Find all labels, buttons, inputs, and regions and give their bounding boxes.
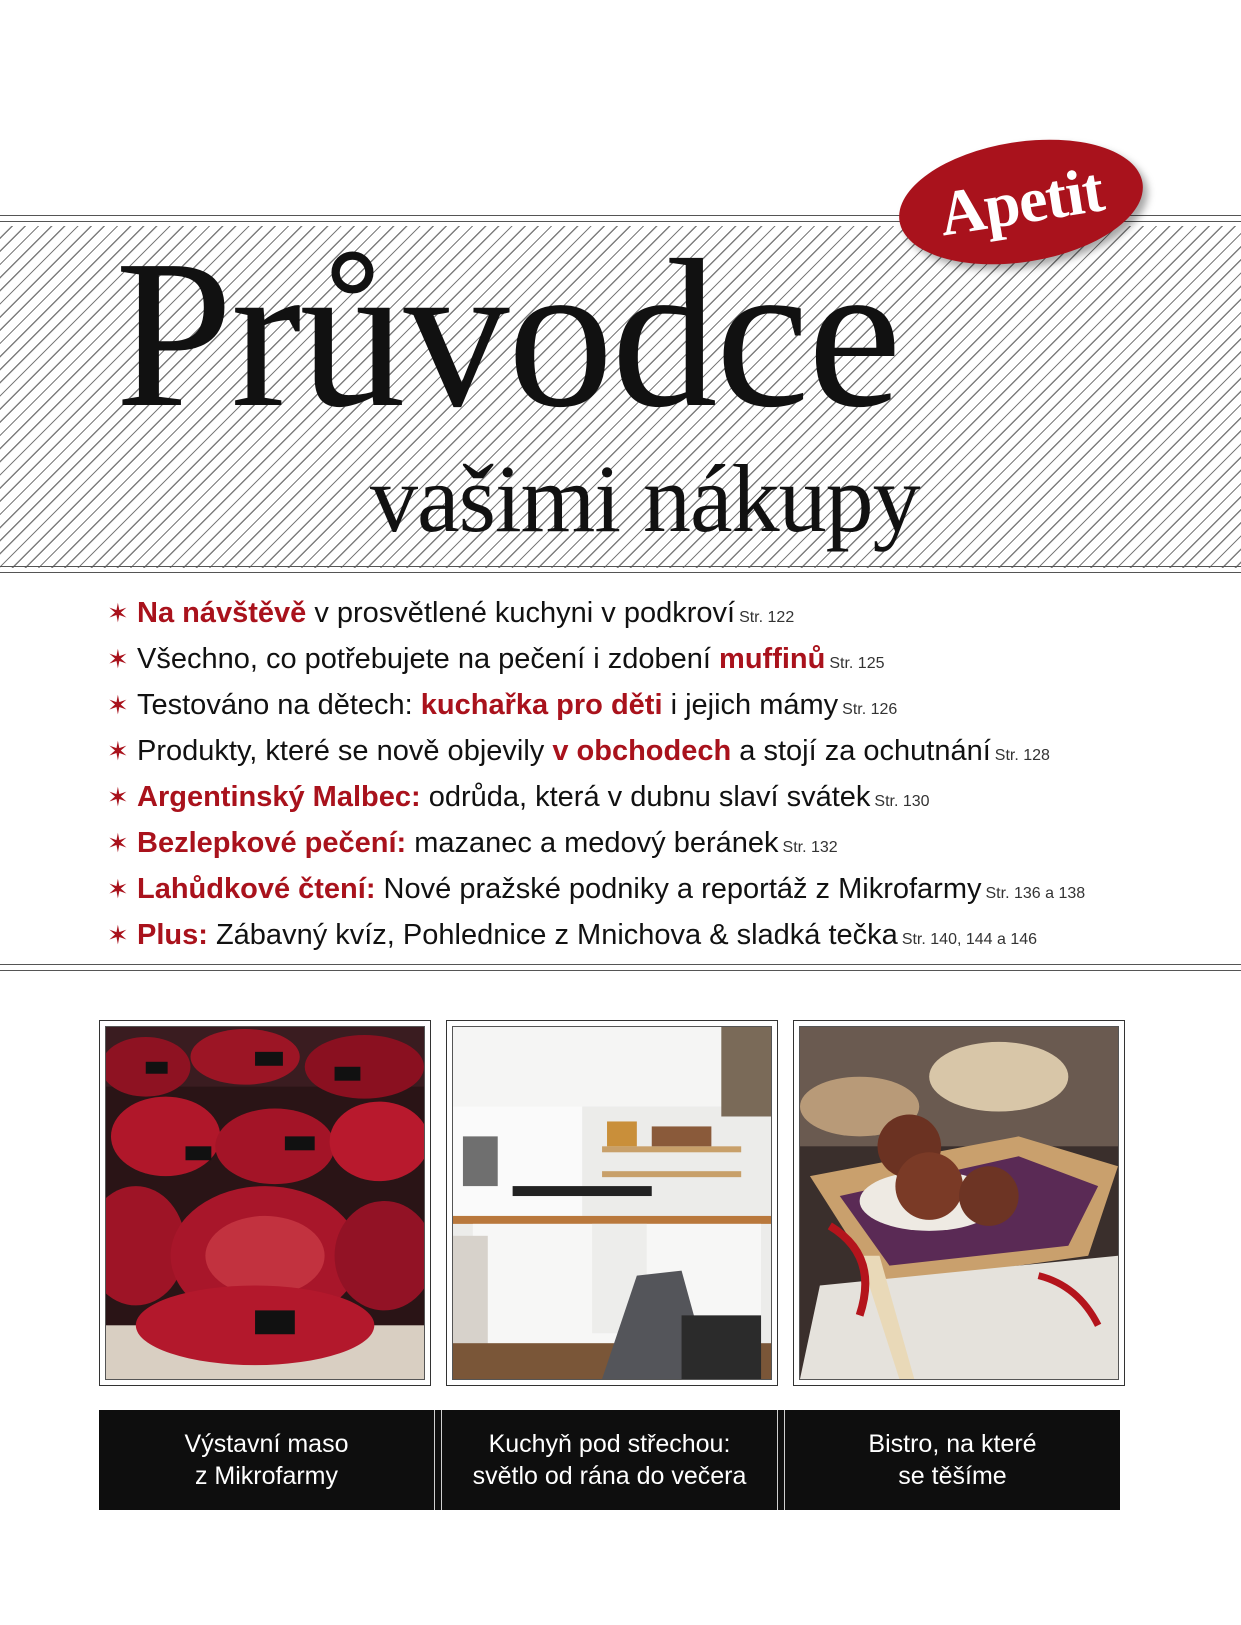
toc-highlight: muffinů (719, 643, 826, 675)
toc-highlight: kuchařka pro děti (420, 689, 663, 721)
star-icon: ✶ (107, 782, 129, 812)
toc-page-ref: Str. 122 (739, 609, 795, 626)
toc-page-ref: Str. 140, 144 a 146 (901, 931, 1038, 948)
toc-page-ref: Str. 132 (782, 839, 838, 856)
meat-image (106, 1027, 424, 1379)
star-icon: ✶ (107, 644, 129, 674)
star-icon: ✶ (107, 828, 129, 858)
page-title: Průvodce (115, 216, 900, 451)
toc-page-ref: Str. 130 (874, 793, 930, 810)
toc-highlight: v obchodech (552, 735, 732, 767)
caption-meat: Výstavní maso z Mikrofarmy (184, 1430, 349, 1490)
caption-bistro: Bistro, na které se těšíme (868, 1430, 1037, 1490)
header-rule-bottom-inner (0, 572, 1241, 573)
caption-divider (434, 1410, 442, 1510)
photo-meat (99, 1020, 431, 1386)
toc-page-ref: Str. 136 a 138 (985, 885, 1086, 902)
toc-item: ✶ Všechno, co potřebujete na pečení i zdobení muffinů Str. 125 (107, 636, 1227, 682)
caption-bar (99, 1410, 1120, 1510)
toc-item: ✶ Lahůdkové čtení: Nové pražské podniky a reportáž z Mikrofarmy Str. 136 a 138 (107, 866, 1227, 912)
page-subtitle: vašimi nákupy (370, 445, 920, 552)
toc-highlight: Na návštěvě (137, 597, 307, 629)
photo-bistro (793, 1020, 1125, 1386)
toc-page-ref: Str. 126 (842, 701, 898, 718)
toc-highlight: Argentinský Malbec: (137, 781, 421, 813)
star-icon: ✶ (107, 736, 129, 766)
star-icon: ✶ (107, 598, 129, 628)
caption-divider (777, 1410, 785, 1510)
star-icon: ✶ (107, 874, 129, 904)
header-rule-bottom (0, 566, 1241, 567)
toc-highlight: Lahůdkové čtení: (137, 873, 376, 905)
toc-item: ✶ Argentinský Malbec: odrůda, která v dubnu slaví svátek Str. 130 (107, 774, 1227, 820)
toc-item: ✶ Plus: Zábavný kvíz, Pohlednice z Mnichova & sladká tečka Str. 140, 144 a 146 (107, 912, 1227, 958)
kitchen-image (453, 1027, 771, 1379)
toc-page-ref: Str. 125 (829, 655, 885, 672)
contents-rule-top (0, 964, 1241, 965)
apetit-logo: Apetit (934, 153, 1108, 250)
toc-item: ✶ Bezlepkové pečení: mazanec a medový beránek Str. 132 (107, 820, 1227, 866)
toc-item: ✶ Na návštěvě v prosvětlené kuchyni v podkroví Str. 122 (107, 590, 1227, 636)
bistro-image (800, 1027, 1118, 1379)
toc-highlight: Plus: (137, 919, 208, 951)
toc-highlight: Bezlepkové pečení: (137, 827, 407, 859)
toc-item: ✶ Testováno na dětech: kuchařka pro děti i jejich mámy Str. 126 (107, 682, 1227, 728)
star-icon: ✶ (107, 690, 129, 720)
contents-rule-bottom (0, 970, 1241, 971)
toc-page-ref: Str. 128 (994, 747, 1050, 764)
contents-list (107, 590, 1227, 958)
toc-item: ✶ Produkty, které se nově objevily v obchodech a stojí za ochutnání Str. 128 (107, 728, 1227, 774)
caption-kitchen: Kuchyň pod střechou: světlo od rána do večera (472, 1430, 747, 1490)
photo-kitchen (446, 1020, 778, 1386)
star-icon: ✶ (107, 920, 129, 950)
